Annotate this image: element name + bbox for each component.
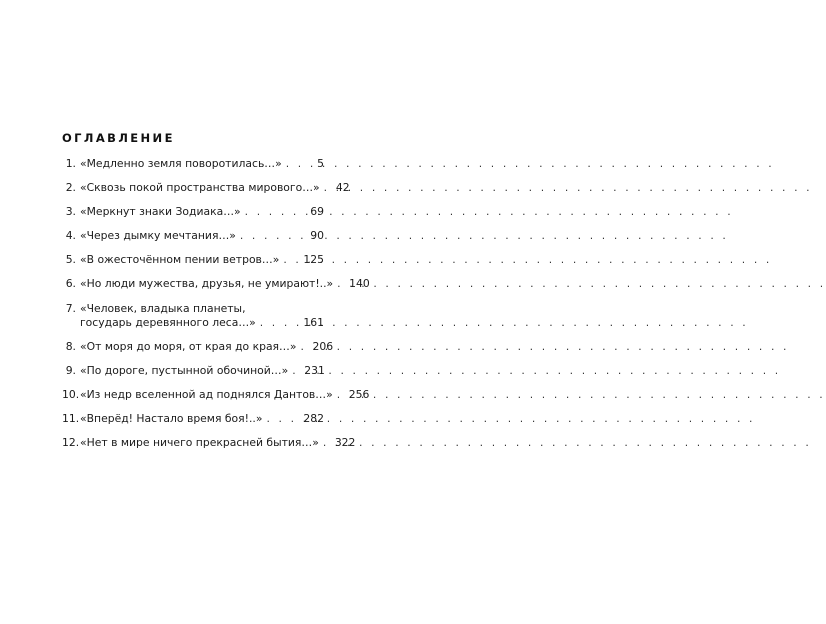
toc-entry-page: 256 — [348, 387, 370, 401]
toc-entry-number: 10. — [62, 387, 80, 401]
toc-entry-page: 322 — [334, 436, 356, 450]
toc-entry-title: «Вперёд! Настало время боя!..» — [80, 411, 263, 425]
toc-entry[interactable] — [62, 364, 324, 378]
toc-dot-leader — [262, 412, 299, 426]
toc-entry-page: 282 — [303, 411, 324, 425]
toc-entry-number: 11. — [62, 411, 80, 425]
toc-entry-title: «Нет в мире ничего прекрасней бытия…» — [80, 436, 319, 450]
toc-dot-leader — [333, 277, 345, 291]
toc-entry-page: 90 — [310, 229, 324, 243]
toc-dot-leader — [319, 436, 331, 450]
toc-entry-title: «Сквозь покой пространства мирового…» — [80, 181, 320, 195]
toc-entry-number: 9. — [65, 363, 76, 377]
toc-entry-number: 12. — [62, 436, 80, 450]
toc-entry-number: 6. — [65, 277, 76, 291]
toc-entry-number: 7. — [65, 301, 76, 315]
toc-list — [62, 157, 370, 460]
toc-entry[interactable] — [62, 253, 324, 267]
toc-entry-number: 4. — [65, 229, 76, 243]
toc-dot-leader — [282, 157, 306, 171]
toc-dot-leader — [288, 364, 300, 378]
toc-entry-page: 206 — [312, 339, 334, 353]
toc-entry-number: 3. — [65, 205, 76, 219]
toc-entry-number: 1. — [65, 157, 76, 170]
toc-entry-page: 161 — [303, 315, 324, 329]
toc-entry-page: 69 — [310, 205, 324, 219]
toc-entry[interactable] — [62, 181, 350, 195]
toc-dot-leader — [236, 229, 306, 243]
toc-entry-number: 2. — [65, 181, 76, 195]
toc-entry[interactable] — [62, 302, 324, 330]
toc-entry-number: 5. — [65, 253, 76, 267]
toc-entry[interactable] — [62, 387, 370, 402]
toc-dot-leader — [256, 316, 300, 330]
toc-entry-title: «Но люди мужества, друзья, не умирают!..» — [80, 277, 334, 291]
toc-entry-title-continued: государь деревянного леса…» — [80, 315, 256, 329]
toc-entry-title: «По дороге, пустынной обочиной…» — [80, 363, 289, 377]
toc-entry-page: 42 — [335, 181, 350, 195]
toc-heading: ОГЛАВЛЕНИЕ — [62, 131, 175, 145]
toc-dot-leader — [241, 205, 306, 219]
toc-entry-title: «В ожесточённом пении ветров…» — [80, 253, 280, 267]
toc-entry-title: «От моря до моря, от края до края…» — [80, 339, 297, 353]
toc-entry-title: «Меркнут знаки Зодиака…» — [80, 205, 241, 219]
toc-dot-leader — [296, 340, 308, 354]
toc-entry-title: «Человек, владыка планеты, — [80, 301, 246, 315]
toc-entry[interactable] — [62, 205, 324, 219]
toc-entry[interactable] — [62, 436, 356, 450]
toc-entry[interactable] — [62, 412, 324, 426]
toc-entry-page: 5 — [317, 157, 324, 170]
toc-entry-number: 8. — [65, 339, 76, 353]
toc-entry-title: «Медленно земля поворотилась…» — [80, 157, 282, 170]
toc-entry[interactable] — [62, 157, 324, 171]
toc-entry[interactable] — [62, 229, 324, 243]
toc-entry[interactable] — [62, 339, 334, 354]
toc-entry-page: 125 — [303, 253, 324, 267]
toc-entry-page: 140 — [349, 277, 370, 291]
toc-entry-title: «Из недр вселенной ад поднялся Дантов…» — [80, 387, 333, 401]
toc-dot-leader — [333, 388, 345, 402]
toc-dot-leader — [279, 253, 299, 267]
toc-entry[interactable] — [62, 277, 370, 291]
toc-dot-leader — [320, 181, 332, 195]
toc-entry-page: 231 — [304, 363, 325, 377]
toc-entry-title: «Через дымку мечтания…» — [80, 229, 236, 243]
